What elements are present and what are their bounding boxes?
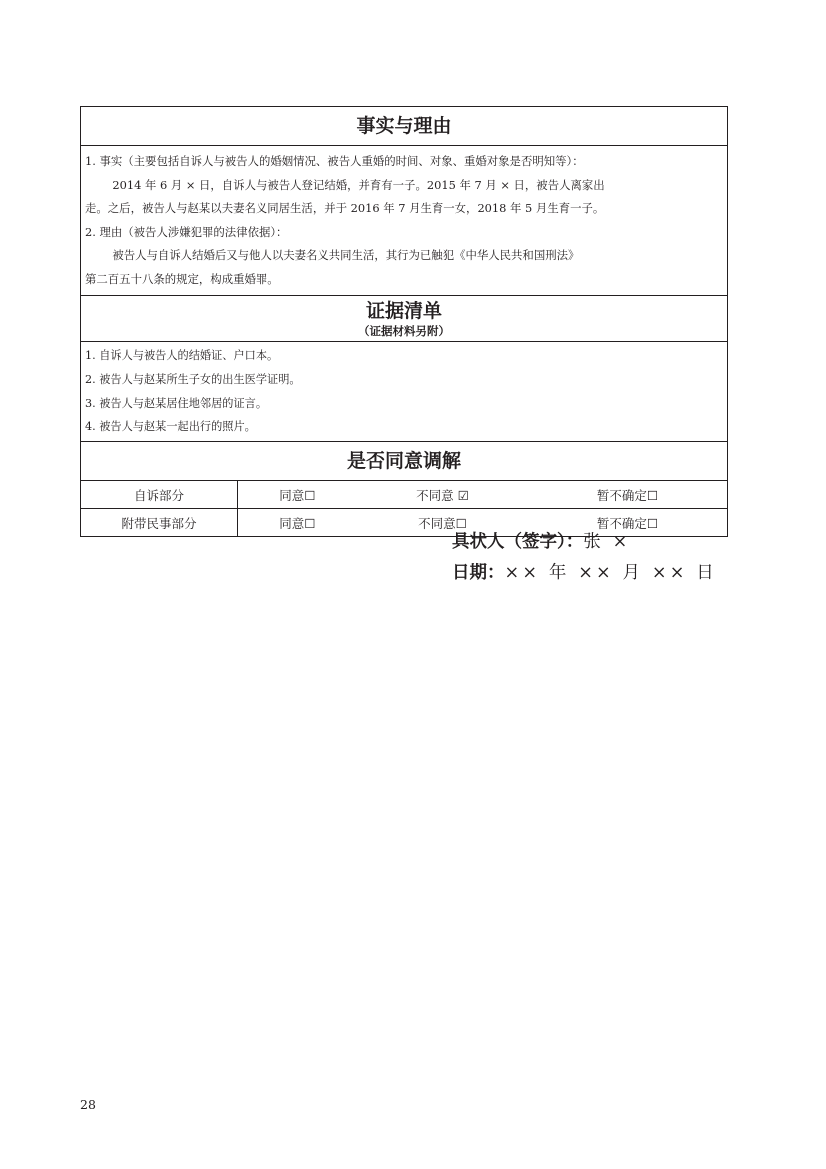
date-value: ×× 年 ×× 月 ×× 日 (504, 563, 717, 583)
facts-text-line: 走。之后，被告人与赵某以夫妻名义同居生活，并于 2016 年 7 月生育一女，2018 年 5 月生育一子。 (85, 201, 605, 215)
reasons-text-line: 被告人与自诉人结婚后又与他人以夫妻名义共同生活，其行为已触犯《中华人民共和国刑法》 (112, 248, 580, 262)
facts-section-body (81, 146, 727, 296)
mediation-row-label: 自诉部分 (81, 481, 238, 509)
page-number: 28 (80, 1097, 96, 1112)
evidence-item: 3. 被告人与赵某居住地邻居的证言。 (85, 396, 268, 410)
mediation-section-title: 是否同意调解 (81, 442, 727, 481)
facts-text-line: 2014 年 6 月 × 日，自诉人与被告人登记结婚，并育有一子。2015 年 7 月 × 日，被告人离家出 (112, 177, 605, 192)
evidence-item: 1. 自诉人与被告人的结婚证、户口本。 (85, 349, 279, 362)
reasons-heading: 2. 理由（被告人涉嫌犯罪的法律依据）： (85, 224, 288, 239)
date-label: 日期： (452, 563, 505, 583)
disagree-option[interactable]: 不同意☐ (418, 515, 467, 531)
agree-option[interactable]: 同意☐ (279, 515, 316, 531)
mediation-row-criminal (81, 481, 727, 509)
evidence-title: 证据清单 (365, 300, 442, 322)
unsure-option[interactable]: 暂不确定☐ (596, 515, 659, 531)
evidence-item: 4. 被告人与赵某一起出行的照片。 (85, 420, 256, 434)
unsure-option[interactable]: 暂不确定☐ (528, 481, 727, 509)
evidence-list (81, 342, 727, 442)
signer-line (452, 528, 630, 553)
facts-section-title: 事实与理由 (81, 107, 727, 146)
evidence-item: 2. 被告人与赵某所生子女的出生医学证明。 (85, 372, 301, 386)
facts-heading: 1. 事实（主要包括自诉人与被告人的婚姻情况、被告人重婚的时间、对象、重婚对象是否明知等）： (85, 154, 584, 168)
evidence-section-title (81, 296, 727, 342)
reasons-text-line: 第二百五十八条的规定，构成重婚罪。 (85, 271, 279, 286)
complaint-form-table (80, 106, 728, 537)
agree-option[interactable]: 同意☐ (238, 481, 357, 509)
disagree-option[interactable]: 不同意 ☑ (357, 481, 528, 509)
date-line (452, 559, 717, 584)
signer-value: 张 × (583, 532, 631, 552)
signer-label: 具状人（签字）： (452, 532, 584, 552)
evidence-subtitle: （证据材料另附） (358, 324, 450, 338)
mediation-row-label: 附带民事部分 (81, 509, 238, 537)
